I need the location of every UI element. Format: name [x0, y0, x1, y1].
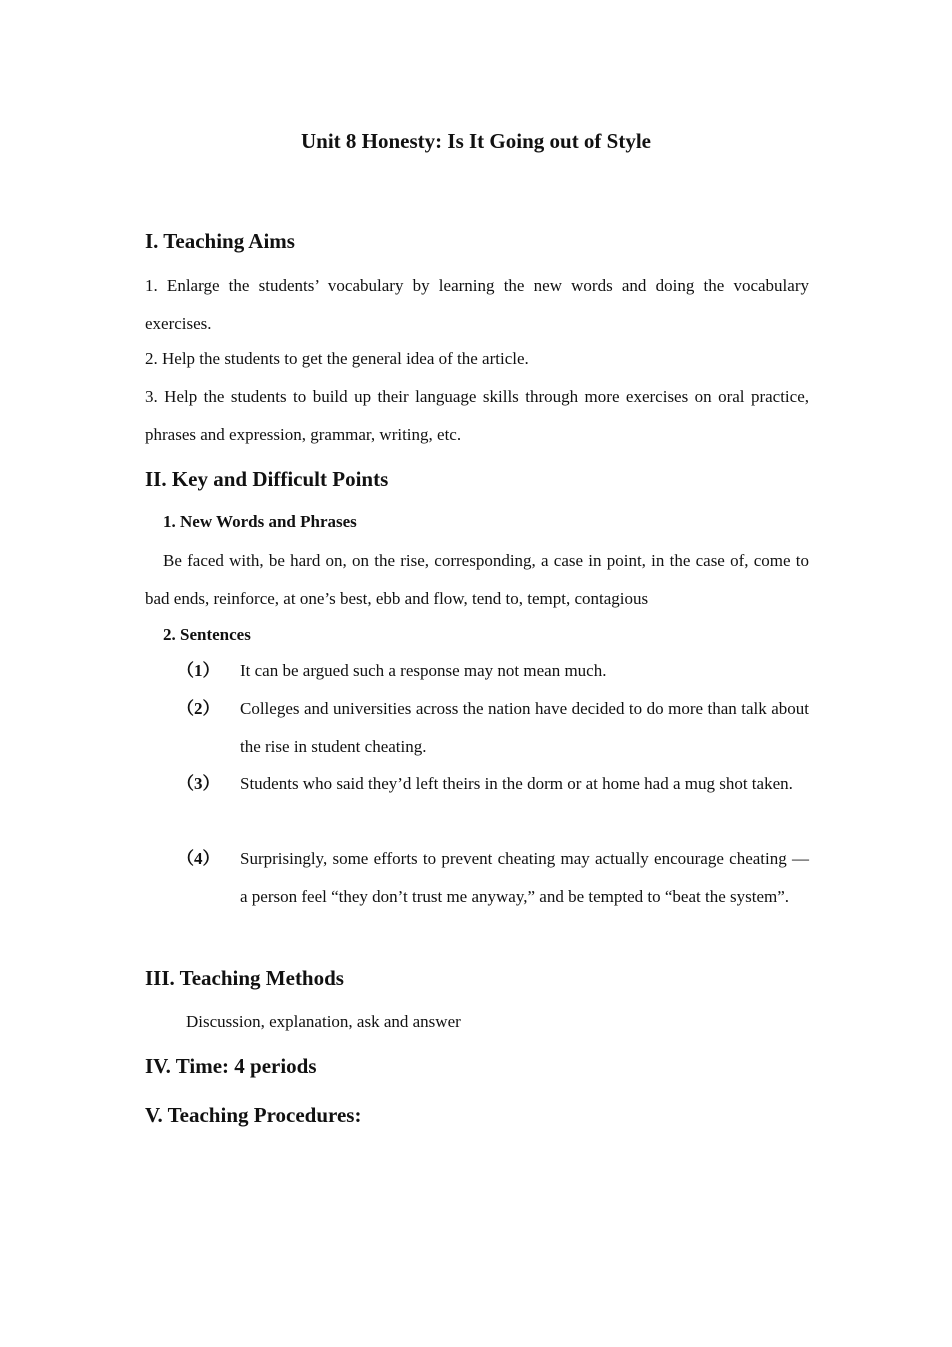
sentence-text: Surprisingly, some efforts to prevent cheating may actually encourage cheating — a person feel “they don’t trust me anyway,” and be tempted to “beat the system”.: [240, 849, 809, 906]
section-heading-time: IV. Time: 4 periods: [145, 1054, 317, 1078]
sentence-text: It can be argued such a response may not mean much.: [240, 661, 607, 680]
aim-3: 3. Help the students to build up their language skills through more exercises on oral practice, phrases and expression, grammar, writing, etc.: [145, 387, 809, 444]
section-heading-teaching-aims: I. Teaching Aims: [145, 229, 295, 253]
sentence-number: （1）: [177, 661, 220, 680]
section-heading-key-points: II. Key and Difficult Points: [145, 467, 389, 491]
sentence-text: Students who said they’d left theirs in the dorm or at home had a mug shot taken.: [240, 774, 793, 793]
new-words-list: Be faced with, be hard on, on the rise, corresponding, a case in point, in the case of, come to bad ends, reinforce, at one’s best, ebb and flow, tend to, tempt, contagious: [145, 551, 809, 608]
section-heading-procedures: V. Teaching Procedures:: [145, 1103, 362, 1127]
sentence-number: （4）: [177, 849, 220, 868]
section-heading-teaching-methods: III. Teaching Methods: [145, 966, 344, 990]
sentence-number: （3）: [177, 774, 220, 793]
subheading-new-words: 1. New Words and Phrases: [163, 512, 357, 531]
sentence-number: （2）: [177, 699, 220, 718]
aim-1: 1. Enlarge the students’ vocabulary by learning the new words and doing the vocabulary exercises.: [145, 276, 809, 333]
aim-2: 2. Help the students to get the general idea of the article.: [145, 349, 529, 368]
document-title: Unit 8 Honesty: Is It Going out of Style: [300, 129, 652, 153]
sentence-text: Colleges and universities across the nation have decided to do more than talk about the rise in student cheating.: [240, 699, 809, 756]
subheading-sentences: 2. Sentences: [163, 625, 251, 644]
teaching-methods-text: Discussion, explanation, ask and answer: [186, 1012, 461, 1031]
